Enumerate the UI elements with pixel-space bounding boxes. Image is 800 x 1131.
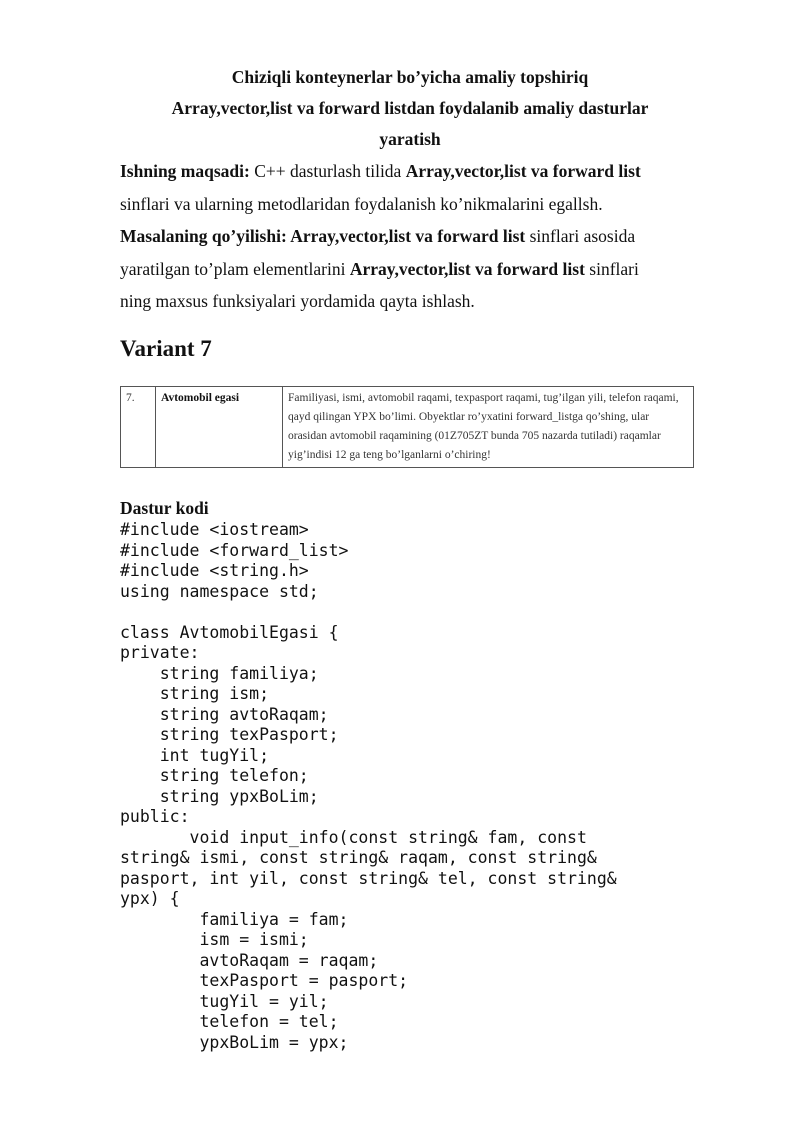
task-number: 7. — [121, 387, 156, 468]
goal-label: Ishning maqsadi: — [120, 161, 250, 181]
goal-text-1: C++ dasturlash tilida — [249, 161, 406, 181]
goal-bold-1: Array,vector,list va forward list — [405, 161, 641, 181]
goal-paragraph — [120, 155, 705, 220]
task-name: Avtomobil egasi — [156, 387, 283, 468]
title-line-1: Chiziqli konteynerlar bo’yicha amaliy topshiriq — [231, 67, 589, 87]
task-row — [121, 387, 694, 468]
problem-text-3: sinflari — [584, 258, 639, 279]
problem-label: Masalaning qo’yilishi: — [120, 226, 291, 246]
task-description: Familiyasi, ismi, avtomobil raqami, texpasport raqami, tug’ilgan yili, telefon raqami, qayd qilingan YPX bo’limi. Obyektlar ro’yxatini forward_listga qo’shing, ular orasidan avtomobil raqamining (01Z705ZT bunda 705 nazarda tutiladi) raqamlar yig’indisi 12 ga teng bo’lganlarni o’chiring! — [283, 387, 694, 468]
task-table — [120, 386, 694, 468]
problem-text-1: sinflari asosida — [525, 226, 636, 246]
code-heading: Dastur kodi — [120, 498, 209, 518]
title-line-2: Array,vector,list va forward listdan foydalanib amaliy dasturlar — [171, 98, 649, 118]
title-line-3: yaratish — [379, 129, 441, 149]
problem-paragraph — [120, 220, 705, 318]
goal-text-2: sinflari va ularning metodlaridan foydalanish ko’nikmalarini egallsh. — [120, 193, 603, 214]
problem-bold-1: Array,vector,list va forward list — [290, 226, 526, 246]
problem-bold-2: Array,vector,list va forward list — [349, 258, 585, 279]
problem-text-4: ning maxsus funksiyalari yordamida qayta ishlash. — [120, 291, 475, 311]
code-block: #include <iostream> #include <forward_list> #include <string.h> using namespace std; class AvtomobilEgasi { private: string familiya; string ism; string avtoRaqam; string texPasport; int tugYil; string telefon; string ypxBoLim; public: void input_info(const string& fam, const string& ismi, const string& raqam, const string& pasport, int yil, const string& tel, const string& ypx) { familiya = fam; ism = ismi; avtoRaqam = raqam; texPasport = pasport; tugYil = yil; telefon = tel; ypxBoLim = ypx; — [120, 520, 617, 1052]
variant-heading: Variant 7 — [120, 336, 212, 361]
problem-text-2: yaratilgan to’plam elementlarini — [120, 258, 350, 279]
document-title — [120, 62, 700, 155]
